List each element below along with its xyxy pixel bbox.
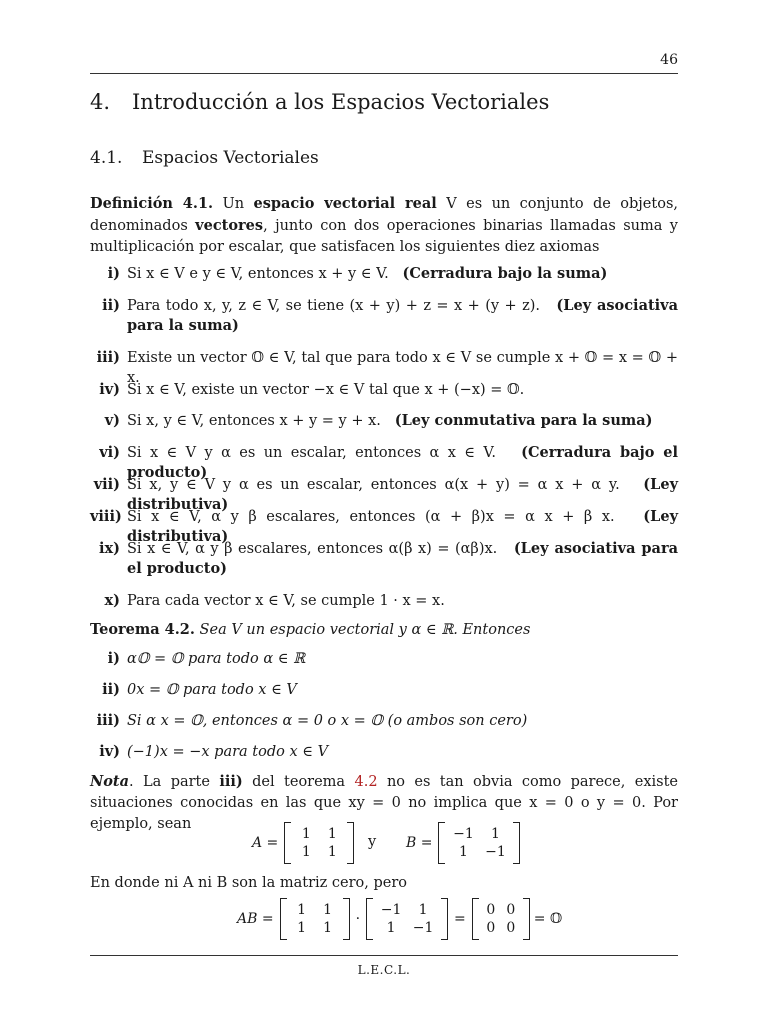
- definition-paragraph: [90, 193, 678, 258]
- right-bracket: [347, 822, 354, 864]
- axiom-label: iii): [96, 349, 120, 366]
- matrix-explanation: En donde ni A ni B son la matriz cero, pero: [90, 875, 408, 891]
- matrix-cell: 0: [506, 920, 516, 936]
- product-dot: ·: [355, 911, 361, 927]
- left-bracket: [472, 898, 479, 940]
- matrix-cell: −1: [485, 844, 506, 860]
- note-label: Nota: [90, 773, 130, 790]
- axiom-label: vii): [93, 476, 120, 493]
- theorem-statement: [90, 619, 678, 641]
- matrix-cell: 1: [491, 826, 500, 842]
- matrix-cell: 1: [297, 920, 307, 936]
- matrix-a: [287, 902, 343, 936]
- axiom-text: Si x, y ∈ V y α es un escalar, entonces α(x + y) = α x + α y.: [127, 477, 620, 493]
- theorem-item: [90, 649, 678, 669]
- matrix-zero: [479, 902, 523, 936]
- definition-text-b: V es un conjunto de objetos, denominados: [90, 196, 678, 234]
- matrix-cell: 1: [418, 902, 428, 918]
- theorem-item-label: ii): [102, 681, 120, 698]
- footer-rule: [90, 955, 678, 956]
- axiom-label: iv): [99, 381, 120, 398]
- axiom-label: v): [104, 412, 120, 429]
- axiom-name: (Ley distributiva): [127, 476, 679, 513]
- matrix-cell: 0: [486, 920, 496, 936]
- matrix-cell: 1: [301, 826, 311, 842]
- axiom-label: x): [104, 592, 120, 609]
- matrix-cell: −1: [412, 920, 434, 936]
- zero-result: = 𝕆: [533, 911, 563, 927]
- theorem-item: [90, 711, 678, 731]
- note-text-c: no es tan obvia como parece, existe situaciones conocidas en las que xy = 0 no implica que x = 0 o y = 0. Por ejemplo, sean: [90, 774, 678, 832]
- conjunction: y: [368, 834, 377, 850]
- matrix-cell: −1: [380, 902, 402, 918]
- right-bracket: [441, 898, 448, 940]
- axiom-label: i): [107, 265, 120, 282]
- axiom-text: Si x, y ∈ V, entonces x + y = y + x.: [127, 413, 381, 429]
- axiom-text: Para cada vector x ∈ V, se cumple 1 · x = x.: [127, 593, 445, 609]
- matrix-cell: 1: [323, 920, 333, 936]
- axiom-label: viii): [90, 508, 122, 525]
- matrix-cell: 1: [327, 826, 337, 842]
- axiom-text: Si x ∈ V, existe un vector −x ∈ V tal que x + (−x) = 𝕆.: [127, 382, 525, 398]
- matrix-cell: −1: [453, 826, 474, 842]
- theorem-item: [90, 742, 678, 762]
- matrix-b: [373, 902, 441, 936]
- axiom-name: (Ley distributiva): [127, 508, 679, 545]
- definition-term: espacio vectorial real: [253, 195, 437, 212]
- axiom-name: (Cerradura bajo la suma): [402, 265, 608, 282]
- axiom-item: [90, 411, 678, 431]
- theorem-reference-link[interactable]: 4.2: [354, 774, 378, 790]
- axiom-label: vi): [99, 444, 120, 461]
- axiom-item: [90, 380, 678, 400]
- note-text-b: del teorema: [242, 774, 355, 790]
- definition-text-c: , junto con dos operaciones binarias llamadas suma y multiplicación por escalar, que satisfacen los siguientes diez axiomas: [90, 218, 678, 255]
- section-heading: [90, 148, 319, 168]
- left-bracket: [438, 822, 445, 864]
- theorem-item-text: α𝕆 = 𝕆 para todo α ∈ ℝ: [127, 651, 306, 667]
- right-bracket: [343, 898, 350, 940]
- axiom-name: (Ley conmutativa para la suma): [394, 412, 653, 429]
- axiom-item: [90, 539, 678, 579]
- left-bracket: [366, 898, 373, 940]
- theorem-item-text: 0x = 𝕆 para todo x ∈ V: [127, 682, 297, 698]
- chapter-title: Introducción a los Espacios Vectoriales: [132, 90, 550, 114]
- right-bracket: [523, 898, 530, 940]
- axiom-text: Si x ∈ V, α y β escalares, entonces α(β x) = (αβ)x.: [127, 541, 498, 557]
- definition-term-vectores: vectores: [195, 217, 264, 234]
- matrix-cell: 1: [323, 902, 333, 918]
- matrix-a-equation: [252, 822, 354, 864]
- axiom-text: Si x ∈ V e y ∈ V, entonces x + y ∈ V.: [127, 266, 389, 282]
- section-number: 4.1.: [90, 148, 123, 168]
- theorem-item-text: Si α x = 𝕆, entonces α = 0 o x = 𝕆 (o ambos son cero): [127, 713, 528, 729]
- axiom-text: Si x ∈ V, α y β escalares, entonces (α + β)x = α x + β x.: [127, 509, 615, 525]
- header-rule: [90, 73, 678, 74]
- matrix-product-equation: [237, 898, 562, 940]
- left-bracket: [284, 822, 291, 864]
- theorem-item-label: iii): [96, 712, 120, 729]
- definition-label: Definición 4.1.: [90, 195, 214, 212]
- product-label: AB =: [237, 911, 274, 927]
- axiom-item: [90, 264, 678, 284]
- chapter-number: 4.: [90, 90, 111, 114]
- page-number: 46: [660, 52, 678, 68]
- chapter-heading: [90, 90, 549, 114]
- axiom-name: (Ley asociativa para el producto): [127, 540, 678, 577]
- matrix-cell: 0: [486, 902, 496, 918]
- axiom-label: ix): [98, 540, 120, 557]
- page-footer: L.E.C.L.: [357, 963, 411, 977]
- matrix-a-label: A =: [252, 835, 279, 851]
- theorem-item: [90, 680, 678, 700]
- matrix-b-label: B =: [406, 835, 433, 851]
- note-part: iii): [219, 773, 243, 790]
- axiom-label: ii): [102, 297, 120, 314]
- matrix-b-equation: [406, 822, 520, 864]
- theorem-item-label: iv): [99, 743, 120, 760]
- axiom-text: Existe un vector 𝕆 ∈ V, tal que para todo x ∈ V se cumple x + 𝕆 = x = 𝕆 + x.: [127, 350, 678, 386]
- matrix-cell: 0: [506, 902, 516, 918]
- axiom-name: (Cerradura bajo el producto): [127, 444, 679, 481]
- theorem-item-text: (−1)x = −x para todo x ∈ V: [127, 744, 329, 760]
- equals-sign: =: [454, 911, 466, 927]
- matrix-cell: 1: [297, 902, 307, 918]
- theorem-label: Teorema 4.2.: [90, 621, 195, 638]
- right-bracket: [513, 822, 520, 864]
- matrix-b: [445, 826, 513, 860]
- axiom-item: [90, 296, 678, 336]
- matrix-cell: 1: [301, 844, 311, 860]
- note-paragraph: [90, 771, 678, 835]
- matrix-a: [291, 826, 347, 860]
- definition-text-a: Un: [213, 196, 254, 212]
- matrix-cell: 1: [386, 920, 396, 936]
- axiom-item: [90, 591, 678, 611]
- axiom-name: (Ley asociativa para la suma): [127, 297, 678, 334]
- section-title: Espacios Vectoriales: [142, 148, 319, 168]
- theorem-text: Sea V un espacio vectorial y α ∈ ℝ. Entonces: [194, 622, 531, 638]
- axiom-text: Para todo x, y, z ∈ V, se tiene (x + y) + z = x + (y + z).: [127, 298, 541, 314]
- axiom-text: Si x ∈ V y α es un escalar, entonces α x ∈ V.: [127, 445, 496, 461]
- note-text-a: . La parte: [129, 774, 220, 790]
- matrix-cell: 1: [327, 844, 337, 860]
- theorem-item-label: i): [107, 650, 120, 667]
- matrix-cell: 1: [459, 844, 468, 860]
- left-bracket: [280, 898, 287, 940]
